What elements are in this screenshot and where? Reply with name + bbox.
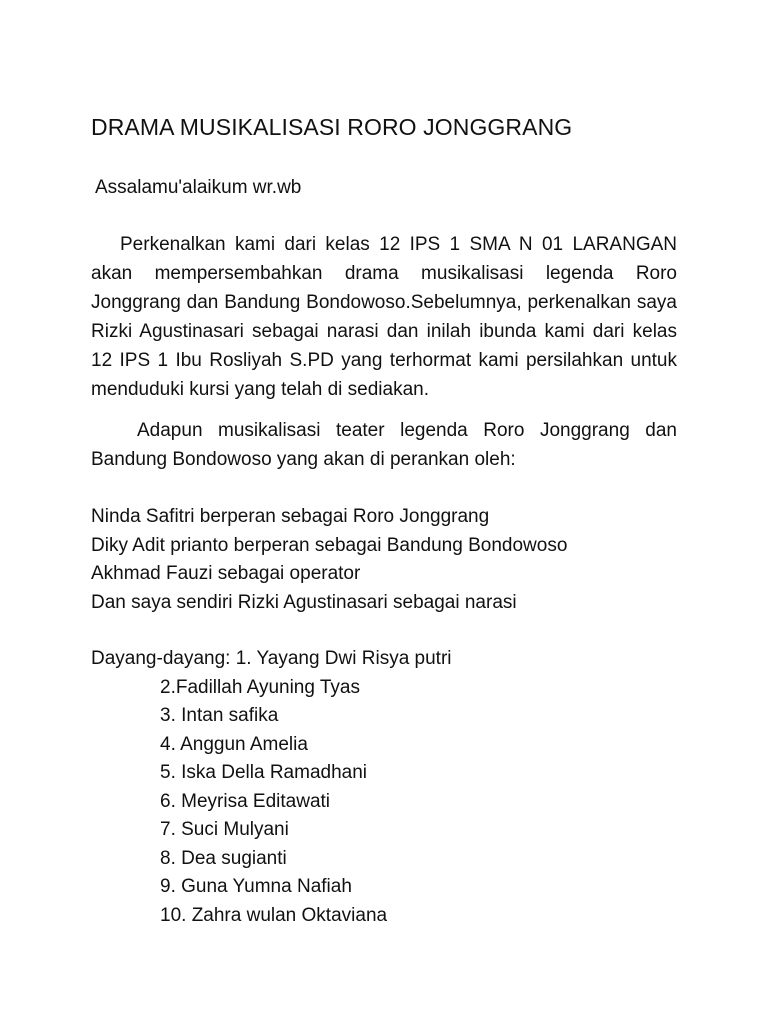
dayang-item: 7. Suci Mulyani: [160, 819, 289, 840]
greeting: Assalamu'alaikum wr.wb: [95, 177, 302, 198]
cast-item: Ninda Safitri berperan sebagai Roro Jonggrang: [91, 506, 490, 527]
document-title: DRAMA MUSIKALISASI RORO JONGGRANG: [91, 114, 573, 140]
dayang-item: 4. Anggun Amelia: [160, 733, 308, 755]
cast-item: Akhmad Fauzi sebagai operator: [91, 563, 361, 584]
dayang-item: 5. Iska Della Ramadhani: [160, 762, 367, 783]
cast-intro-paragraph: Adapun musikalisasi teater legenda Roro Jonggrang dan Bandung Bondowoso yang akan di perankan oleh:: [91, 420, 677, 470]
dayang-item: 1. Yayang Dwi Risya putri: [235, 648, 452, 669]
dayang-item: 8. Dea sugianti: [160, 847, 287, 869]
intro-paragraph: Perkenalkan kami dari kelas 12 IPS 1 SMA N 01 LARANGAN akan mempersembahkan drama musikalisasi legenda Roro Jonggrang dan Bandung Bondowoso.Sebelumnya, perkenalkan saya Rizki Agustinasari sebagai narasi dan inilah ibunda kami dari kelas 12 IPS 1 Ibu Rosliyah S.PD yang terhormat kami persilahkan untuk menduduki kursi yang telah di sediakan.: [91, 234, 677, 400]
dayang-item: 10. Zahra wulan Oktaviana: [160, 904, 388, 926]
dayang-list: [91, 674, 452, 931]
cast-list: [91, 503, 567, 617]
dayang-item: 6. Meyrisa Editawati: [160, 790, 331, 812]
dayang-item: 3. Intan safika: [160, 705, 279, 726]
dayang-item: 9. Guna Yumna Nafiah: [160, 876, 352, 897]
cast-item: Diky Adit prianto berperan sebagai Bandung Bondowoso: [91, 534, 568, 556]
dayang-first-line: [91, 645, 452, 674]
cast-item: Dan saya sendiri Rizki Agustinasari sebagai narasi: [91, 591, 517, 613]
dayang-item: 2.Fadillah Ayuning Tyas: [160, 676, 360, 698]
dayang-section: [91, 645, 452, 930]
dayang-label: Dayang-dayang:: [91, 648, 231, 669]
